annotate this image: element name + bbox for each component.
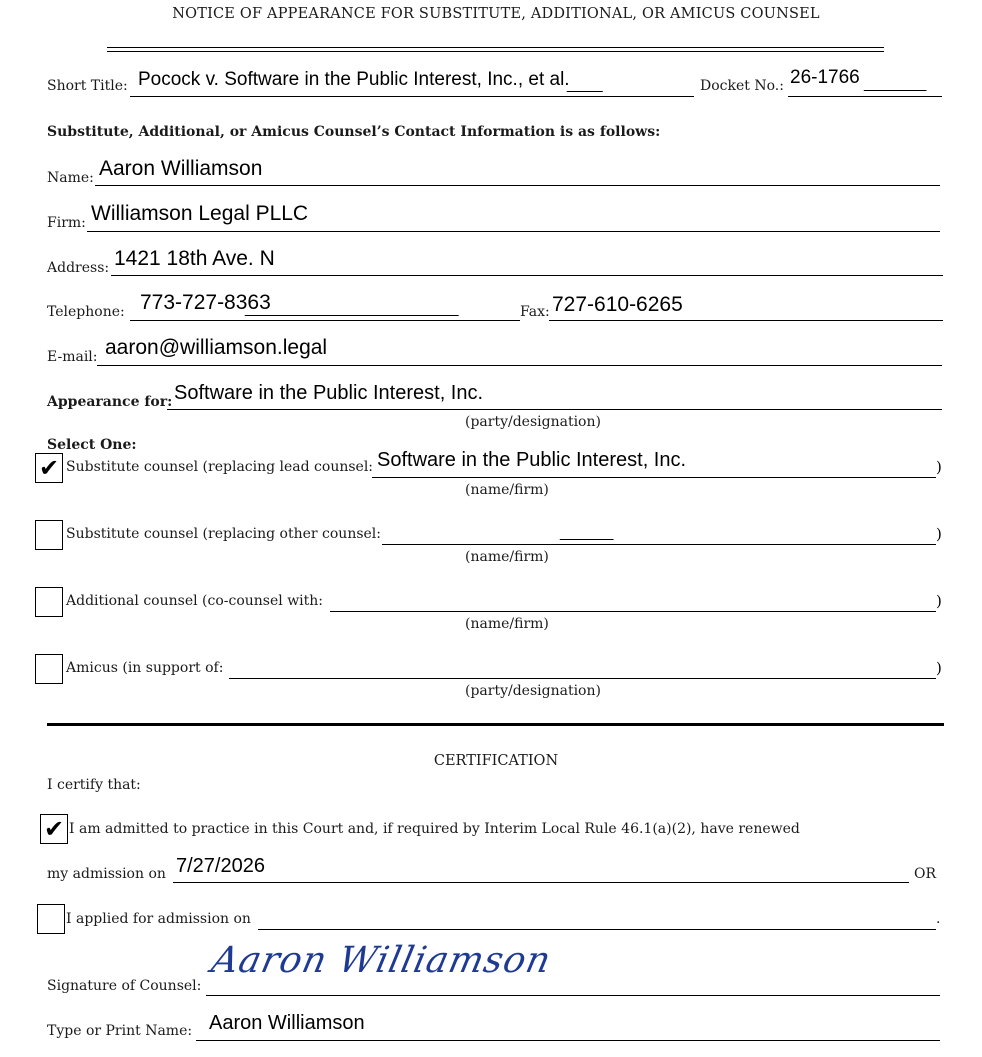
substitute-other-hint: (name/firm) bbox=[465, 549, 549, 565]
signature-field[interactable]: Aaron Williamson bbox=[208, 940, 556, 981]
firm-field[interactable]: Williamson Legal PLLC bbox=[91, 202, 309, 225]
address-label: Address: bbox=[47, 260, 110, 276]
substitute-lead-checkbox[interactable]: ✔ bbox=[35, 453, 63, 483]
applied-end: . bbox=[936, 911, 941, 927]
substitute-lead-hint: (name/firm) bbox=[465, 482, 549, 498]
admission-date-field[interactable]: 7/27/2026 bbox=[176, 855, 265, 877]
short-title-field[interactable]: Pocock v. Software in the Public Interest, Inc., et al. bbox=[138, 69, 570, 90]
substitute-other-checkbox[interactable] bbox=[35, 520, 63, 550]
substitute-lead-label: Substitute counsel (replacing lead counsel: bbox=[66, 459, 374, 475]
applied-checkbox[interactable] bbox=[37, 904, 65, 934]
additional-counsel-close-paren: ) bbox=[936, 592, 942, 610]
docket-label: Docket No.: bbox=[700, 78, 784, 94]
short-title-label: Short Title: bbox=[47, 78, 128, 94]
docket-underscores: _______ bbox=[864, 75, 927, 92]
select-one-label: Select One: bbox=[47, 437, 137, 453]
applied-line bbox=[258, 929, 936, 930]
certification-intro: I certify that: bbox=[47, 777, 141, 793]
email-line bbox=[97, 365, 942, 366]
telephone-line bbox=[130, 320, 520, 321]
print-name-label: Type or Print Name: bbox=[47, 1023, 193, 1039]
title-double-rule-top bbox=[107, 47, 884, 48]
applied-label: I applied for admission on bbox=[66, 911, 251, 927]
amicus-checkbox[interactable] bbox=[35, 654, 63, 684]
admitted-checkbox[interactable]: ✔ bbox=[40, 814, 68, 844]
fax-field[interactable]: 727-610-6265 bbox=[552, 293, 683, 316]
name-line bbox=[95, 185, 940, 186]
form-title: NOTICE OF APPEARANCE FOR SUBSTITUTE, ADDITIONAL, OR AMICUS COUNSEL bbox=[172, 6, 820, 22]
admission-line bbox=[173, 882, 909, 883]
substitute-other-underscores: ______ bbox=[560, 524, 614, 541]
appearance-line bbox=[167, 409, 942, 410]
telephone-label: Telephone: bbox=[47, 304, 125, 320]
appearance-hint: (party/designation) bbox=[465, 414, 601, 430]
amicus-label: Amicus (in support of: bbox=[66, 660, 224, 676]
telephone-underscores: ________________________ bbox=[245, 300, 459, 317]
signature-label: Signature of Counsel: bbox=[47, 978, 202, 994]
print-name-field[interactable]: Aaron Williamson bbox=[209, 1012, 365, 1034]
firm-label: Firm: bbox=[47, 215, 86, 231]
fax-line bbox=[549, 320, 943, 321]
docket-line bbox=[788, 96, 942, 97]
substitute-other-line bbox=[382, 544, 936, 545]
appearance-field[interactable]: Software in the Public Interest, Inc. bbox=[174, 382, 484, 404]
section-divider bbox=[47, 723, 944, 726]
name-label: Name: bbox=[47, 170, 94, 186]
short-title-line bbox=[130, 96, 694, 97]
additional-counsel-checkbox[interactable] bbox=[35, 587, 63, 617]
title-double-rule-bottom bbox=[107, 51, 884, 52]
additional-counsel-hint: (name/firm) bbox=[465, 616, 549, 632]
amicus-line bbox=[229, 678, 936, 679]
address-line bbox=[111, 275, 943, 276]
admission-label: my admission on bbox=[47, 866, 166, 882]
or-label: OR bbox=[914, 866, 937, 882]
substitute-lead-line bbox=[372, 477, 936, 478]
email-field[interactable]: aaron@williamson.legal bbox=[105, 336, 328, 359]
substitute-lead-close-paren: ) bbox=[936, 458, 942, 476]
print-name-line bbox=[196, 1040, 940, 1041]
certification-heading: CERTIFICATION bbox=[433, 753, 559, 769]
firm-line bbox=[87, 231, 940, 232]
amicus-close-paren: ) bbox=[936, 659, 942, 677]
substitute-lead-field[interactable]: Software in the Public Interest, Inc. bbox=[377, 449, 687, 471]
signature-line bbox=[206, 995, 940, 996]
docket-field[interactable]: 26-1766 bbox=[790, 67, 860, 88]
email-label: E-mail: bbox=[47, 349, 98, 365]
name-field[interactable]: Aaron Williamson bbox=[99, 157, 263, 180]
appearance-label: Appearance for: bbox=[47, 394, 173, 410]
admitted-text: I am admitted to practice in this Court and, if required by Interim Local Rule 46.1(a)(2), have renewed bbox=[69, 821, 800, 837]
substitute-other-close-paren: ) bbox=[936, 525, 942, 543]
additional-counsel-label: Additional counsel (co-counsel with: bbox=[66, 593, 324, 609]
contact-heading: Substitute, Additional, or Amicus Counsel’s Contact Information is as follows: bbox=[47, 124, 661, 140]
short-title-underscores: ____ bbox=[567, 76, 603, 93]
additional-counsel-line bbox=[330, 611, 936, 612]
substitute-other-label: Substitute counsel (replacing other counsel: bbox=[66, 526, 381, 542]
address-field[interactable]: 1421 18th Ave. N bbox=[114, 247, 275, 270]
fax-label: Fax: bbox=[520, 304, 550, 320]
amicus-hint: (party/designation) bbox=[465, 683, 601, 699]
telephone-field[interactable]: 773-727-8363 bbox=[140, 291, 271, 314]
